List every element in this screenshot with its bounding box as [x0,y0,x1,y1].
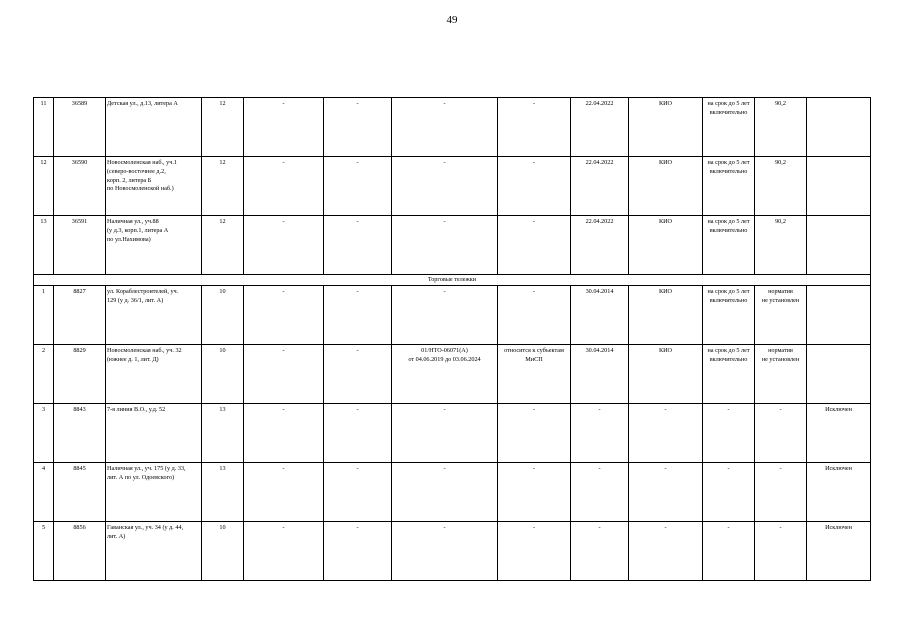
cell-col8: относится к субъектам МиСП [498,344,571,403]
cell-col4: 12 [202,157,244,216]
cell-number: 4 [34,462,54,521]
cell-address: Наличная ул., уч.88 (у д.3, корп.1, литера А по ул.Нахимова) [106,216,202,275]
cell-col7: - [392,521,498,580]
cell-org: КИО [629,285,703,344]
cell-col8: - [498,462,571,521]
cell-org: - [629,521,703,580]
cell-note [807,216,871,275]
cell-note: Исключен [807,521,871,580]
cell-col6: - [324,462,392,521]
cell-col4: 10 [202,344,244,403]
cell-number: 12 [34,157,54,216]
cell-date: 22.04.2022 [571,216,629,275]
cell-value: норматив не установлен [755,285,807,344]
cell-code: 8843 [54,403,106,462]
cell-col7: - [392,216,498,275]
cell-col5: - [244,403,324,462]
table-row [34,462,871,521]
cell-value: 90,2 [755,157,807,216]
table-row [34,216,871,275]
cell-term: - [703,462,755,521]
cell-note: Исключен [807,403,871,462]
table-row [34,521,871,580]
cell-col8: - [498,285,571,344]
cell-col5: - [244,98,324,157]
cell-term: на срок до 5 лет включительно [703,344,755,403]
document-table [33,97,871,581]
cell-number: 1 [34,285,54,344]
cell-date: 30.04.2014 [571,285,629,344]
cell-date: 22.04.2022 [571,98,629,157]
cell-code: 8856 [54,521,106,580]
cell-date: 30.04.2014 [571,344,629,403]
cell-term: на срок до 5 лет включительно [703,216,755,275]
cell-value: норматив не установлен [755,344,807,403]
cell-col4: 13 [202,403,244,462]
cell-col4: 10 [202,521,244,580]
cell-note: Исключен [807,462,871,521]
cell-address: Новосмоленская наб., уч. 32 (южнее д. 1, лит. Д) [106,344,202,403]
section-title: Торговые тележки [34,275,871,286]
table-row [34,403,871,462]
cell-code: 8845 [54,462,106,521]
cell-org: КИО [629,344,703,403]
cell-value: - [755,403,807,462]
cell-col5: - [244,344,324,403]
table-row [34,344,871,403]
cell-value: 90,2 [755,216,807,275]
cell-col6: - [324,216,392,275]
cell-value: 90,2 [755,98,807,157]
table-row [34,98,871,157]
cell-number: 11 [34,98,54,157]
cell-term: на срок до 5 лет включительно [703,98,755,157]
cell-note [807,98,871,157]
cell-date: 22.04.2022 [571,157,629,216]
cell-org: КИО [629,98,703,157]
cell-value: - [755,462,807,521]
table-row [34,285,871,344]
table-body-bottom [34,285,871,580]
cell-code: 8827 [54,285,106,344]
cell-value: - [755,521,807,580]
table-row [34,157,871,216]
cell-col4: 12 [202,216,244,275]
cell-col5: - [244,285,324,344]
cell-col8: - [498,216,571,275]
cell-col5: - [244,462,324,521]
cell-date: - [571,521,629,580]
section-header-group [34,275,871,286]
cell-note [807,344,871,403]
cell-col8: - [498,98,571,157]
cell-number: 5 [34,521,54,580]
cell-number: 13 [34,216,54,275]
cell-col6: - [324,157,392,216]
section-row [34,275,871,286]
cell-date: - [571,462,629,521]
cell-col7: - [392,403,498,462]
cell-col4: 12 [202,98,244,157]
cell-term: - [703,521,755,580]
cell-address: ул. Кораблестроителей, уч. 129 (у д. 36/1, лит. А) [106,285,202,344]
cell-col7: - [392,285,498,344]
cell-code: 36591 [54,216,106,275]
cell-address: Наличная ул., уч. 175 (у д. 33, лит. А по ул. Одоевского) [106,462,202,521]
cell-col8: - [498,403,571,462]
cell-col8: - [498,521,571,580]
cell-col6: - [324,98,392,157]
cell-note [807,285,871,344]
cell-col4: 13 [202,462,244,521]
cell-address: Детская ул., д.13, литера А [106,98,202,157]
cell-col7: 01/НТО-06071(А) от 04.06.2019 до 03.06.2024 [392,344,498,403]
cell-col5: - [244,157,324,216]
cell-col4: 10 [202,285,244,344]
cell-address: Новосмоленская наб., уч.1 (северо-восточнее д.2, корп. 2, литера Б по Новосмоленской наб.) [106,157,202,216]
cell-code: 36590 [54,157,106,216]
cell-col5: - [244,521,324,580]
page-number: 49 [446,14,458,26]
cell-org: КИО [629,157,703,216]
cell-col6: - [324,285,392,344]
cell-address: 7-я линия В.О., у.д. 52 [106,403,202,462]
cell-org: - [629,462,703,521]
cell-note [807,157,871,216]
cell-term: - [703,403,755,462]
cell-code: 36589 [54,98,106,157]
cell-term: на срок до 5 лет включительно [703,285,755,344]
cell-number: 3 [34,403,54,462]
cell-col7: - [392,98,498,157]
cell-date: - [571,403,629,462]
cell-org: - [629,403,703,462]
cell-code: 8829 [54,344,106,403]
cell-col7: - [392,157,498,216]
cell-col6: - [324,344,392,403]
cell-col7: - [392,462,498,521]
cell-col5: - [244,216,324,275]
cell-address: Гаванская ул., уч. 34 (у д. 44, лит. А) [106,521,202,580]
cell-number: 2 [34,344,54,403]
cell-col6: - [324,521,392,580]
table-body-top [34,98,871,275]
cell-col6: - [324,403,392,462]
cell-col8: - [498,157,571,216]
cell-term: на срок до 5 лет включительно [703,157,755,216]
cell-org: КИО [629,216,703,275]
